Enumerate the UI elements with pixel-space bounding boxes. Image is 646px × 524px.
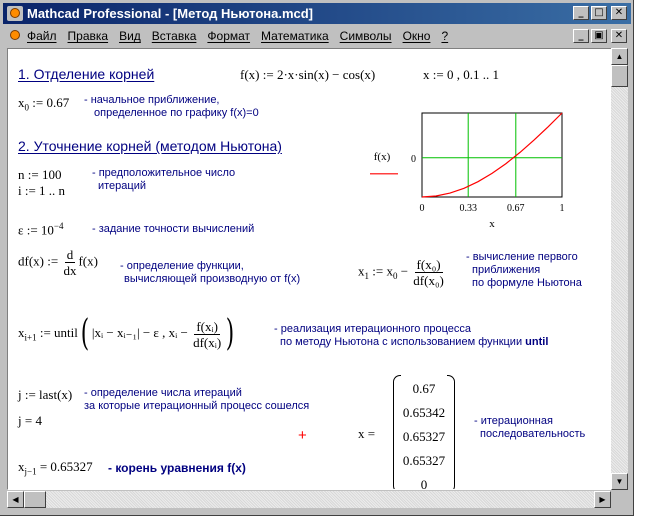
until-den: df(xᵢ) [193, 334, 222, 350]
root-var: x [18, 459, 25, 474]
n-comment-line2: итераций [98, 180, 147, 192]
vertical-scroll-thumb[interactable] [611, 65, 628, 87]
matrix-cell: 0.65327 [402, 453, 446, 468]
scroll-right-button[interactable]: ▶ [594, 491, 611, 508]
until-comment-line2: по методу Ньютона с использованием функции [280, 336, 523, 348]
close-button[interactable]: ✕ [611, 6, 627, 20]
j-comment-line1: - определение числа итераций [84, 387, 242, 399]
scroll-down-button[interactable]: ▼ [611, 473, 628, 490]
x0-definition[interactable] [18, 95, 69, 113]
derivative-operator [61, 247, 78, 278]
root-sub: j−1 [24, 466, 37, 477]
minimize-button[interactable]: _ [573, 6, 589, 20]
x0-sub: 0 [24, 102, 29, 113]
x1-fraction [411, 257, 446, 288]
j-definition[interactable]: j := last(x) [18, 387, 73, 402]
document-icon[interactable] [7, 28, 23, 43]
menu-symbolics[interactable]: Символы [339, 29, 392, 43]
matrix-cell: 0 [420, 477, 428, 490]
df-comment-line1: - определение функции, [120, 260, 244, 272]
until-fn: := until [36, 324, 78, 340]
x1-x0-sub: 0 [392, 271, 398, 282]
df-den: dx [63, 263, 77, 278]
root-value: = 0.65327 [36, 459, 93, 474]
sequence-comment-line2: последовательность [480, 428, 586, 440]
x0-comment-line1: - начальное приближение, [84, 94, 220, 106]
y-axis-label: f(x) [373, 150, 391, 163]
x0-var: x [18, 95, 25, 110]
menu-view[interactable]: Вид [119, 29, 141, 43]
x1-den: df(x₀) [413, 273, 444, 288]
menu-format[interactable]: Формат [207, 29, 251, 43]
x1-comment [466, 251, 582, 290]
sequence-comment-line1: - итерационная [474, 415, 553, 427]
doc-minimize-button[interactable]: _ [573, 29, 589, 43]
iteration-vector[interactable] [393, 375, 455, 490]
x1-num: f(x₀) [416, 257, 441, 272]
matrix-right-bracket [447, 375, 455, 490]
n-comment-line1: - предположительное число [92, 167, 236, 179]
df-lhs: df(x) := [18, 253, 59, 269]
x1-comment-line3: по формуле Ньютона [472, 277, 582, 289]
insertion-crosshair: + [298, 427, 307, 444]
horizontal-scrollbar[interactable] [7, 491, 611, 508]
worksheet[interactable] [7, 48, 612, 490]
menu-file[interactable]: Файл [27, 29, 57, 43]
until-comment-line1: - реализация итерационного процесса [274, 323, 472, 335]
eps-comment: - задание точности вычислений [92, 223, 255, 235]
sequence-comment [474, 415, 585, 441]
matrix-cell: 0.65327 [402, 429, 446, 444]
x-range-definition[interactable]: x := 0 , 0.1 .. 1 [423, 67, 499, 82]
df-definition[interactable] [18, 247, 98, 278]
until-comment [274, 323, 548, 349]
scroll-corner [611, 491, 628, 508]
horizontal-scroll-thumb[interactable] [24, 491, 46, 508]
df-num: d [66, 247, 74, 262]
until-keyword: until [525, 336, 549, 348]
i-definition[interactable]: i := 1 .. n [18, 183, 66, 198]
matrix-cell: 0.65342 [402, 405, 446, 420]
x-tick-label: 0.67 [507, 203, 525, 214]
menu-insert[interactable]: Вставка [151, 29, 197, 43]
mathcad-logo-icon[interactable] [7, 6, 23, 21]
x0-comment-line2: определенное по графику f(x)=0 [94, 107, 259, 119]
menu-help[interactable]: ? [441, 29, 449, 43]
vertical-scrollbar[interactable] [611, 48, 628, 490]
df-arg: f(x) [78, 253, 98, 269]
doc-close-button[interactable]: ✕ [611, 29, 627, 43]
section-1-heading: 1. Отделение корней [18, 66, 155, 82]
right-paren: ) [226, 313, 235, 354]
f-definition-lhs: f(x) [240, 67, 260, 82]
root-result[interactable] [18, 459, 93, 477]
x1-minus: − [397, 263, 412, 279]
x0-comment [84, 94, 259, 120]
j-comment [84, 387, 309, 413]
df-comment [120, 260, 300, 286]
doc-restore-button[interactable]: ▣ [591, 29, 607, 43]
x1-comment-line1: - вычисление первого [466, 251, 578, 263]
maximize-button[interactable]: □ [591, 6, 607, 20]
x-tick-label: 0 [419, 203, 425, 214]
n-comment [92, 167, 235, 193]
function-plot[interactable] [358, 107, 578, 237]
scroll-left-button[interactable]: ◀ [7, 491, 24, 508]
j-comment-line2: за которые итерационный процесс сошелся [84, 400, 310, 412]
until-fraction [191, 319, 223, 350]
x1-var: x [358, 263, 365, 279]
menu-math[interactable]: Математика [261, 29, 329, 43]
until-args: |xᵢ − xᵢ₋₁| − ε , xᵢ − [91, 324, 188, 340]
j-result[interactable]: j = 4 [18, 413, 42, 428]
f-definition-rhs: := 2·x·sin(x) − cos(x) [262, 67, 376, 82]
eps-exp: −4 [53, 221, 64, 231]
x-tick-label: 0.33 [459, 203, 477, 214]
matrix-left-bracket [393, 375, 401, 490]
eps-definition[interactable] [18, 221, 63, 238]
df-comment-line2: вычисляющей производную от f(x) [124, 273, 301, 285]
plot-frame [422, 113, 562, 197]
until-lhs-var: x [18, 324, 25, 340]
until-num: f(xᵢ) [196, 318, 218, 334]
section-2-heading: 2. Уточнение корней (методом Ньютона) [18, 138, 282, 154]
x-vector-label[interactable]: x = [358, 426, 376, 441]
x1-definition[interactable] [358, 257, 446, 288]
x-tick-label: 1 [559, 203, 565, 214]
x-axis-label: x [489, 218, 495, 230]
left-paren: ( [80, 313, 90, 354]
until-definition[interactable] [18, 313, 237, 354]
menu-window[interactable]: Окно [402, 29, 431, 43]
x1-assign: := x [369, 263, 393, 279]
menu-edit[interactable]: Правка [67, 29, 109, 43]
x1-comment-line2: приближения [472, 264, 541, 276]
x1-sub: 1 [364, 271, 369, 282]
scroll-up-button[interactable]: ▲ [611, 48, 628, 65]
matrix-cell: 0.67 [412, 381, 436, 396]
title-bar[interactable] [3, 3, 631, 24]
root-comment: - корень уравнения f(x) [108, 461, 246, 475]
menu-bar [3, 25, 631, 47]
window-title: Mathcad Professional - [Метод Ньютона.mcd] [27, 6, 314, 21]
y-tick-label: 0 [411, 153, 416, 165]
n-definition[interactable]: n := 100 [18, 167, 62, 182]
eps-base: ε := 10 [18, 222, 54, 238]
f-definition[interactable] [240, 67, 375, 83]
until-lhs-sub: i+1 [24, 332, 37, 343]
x0-value: := 0.67 [29, 95, 70, 110]
